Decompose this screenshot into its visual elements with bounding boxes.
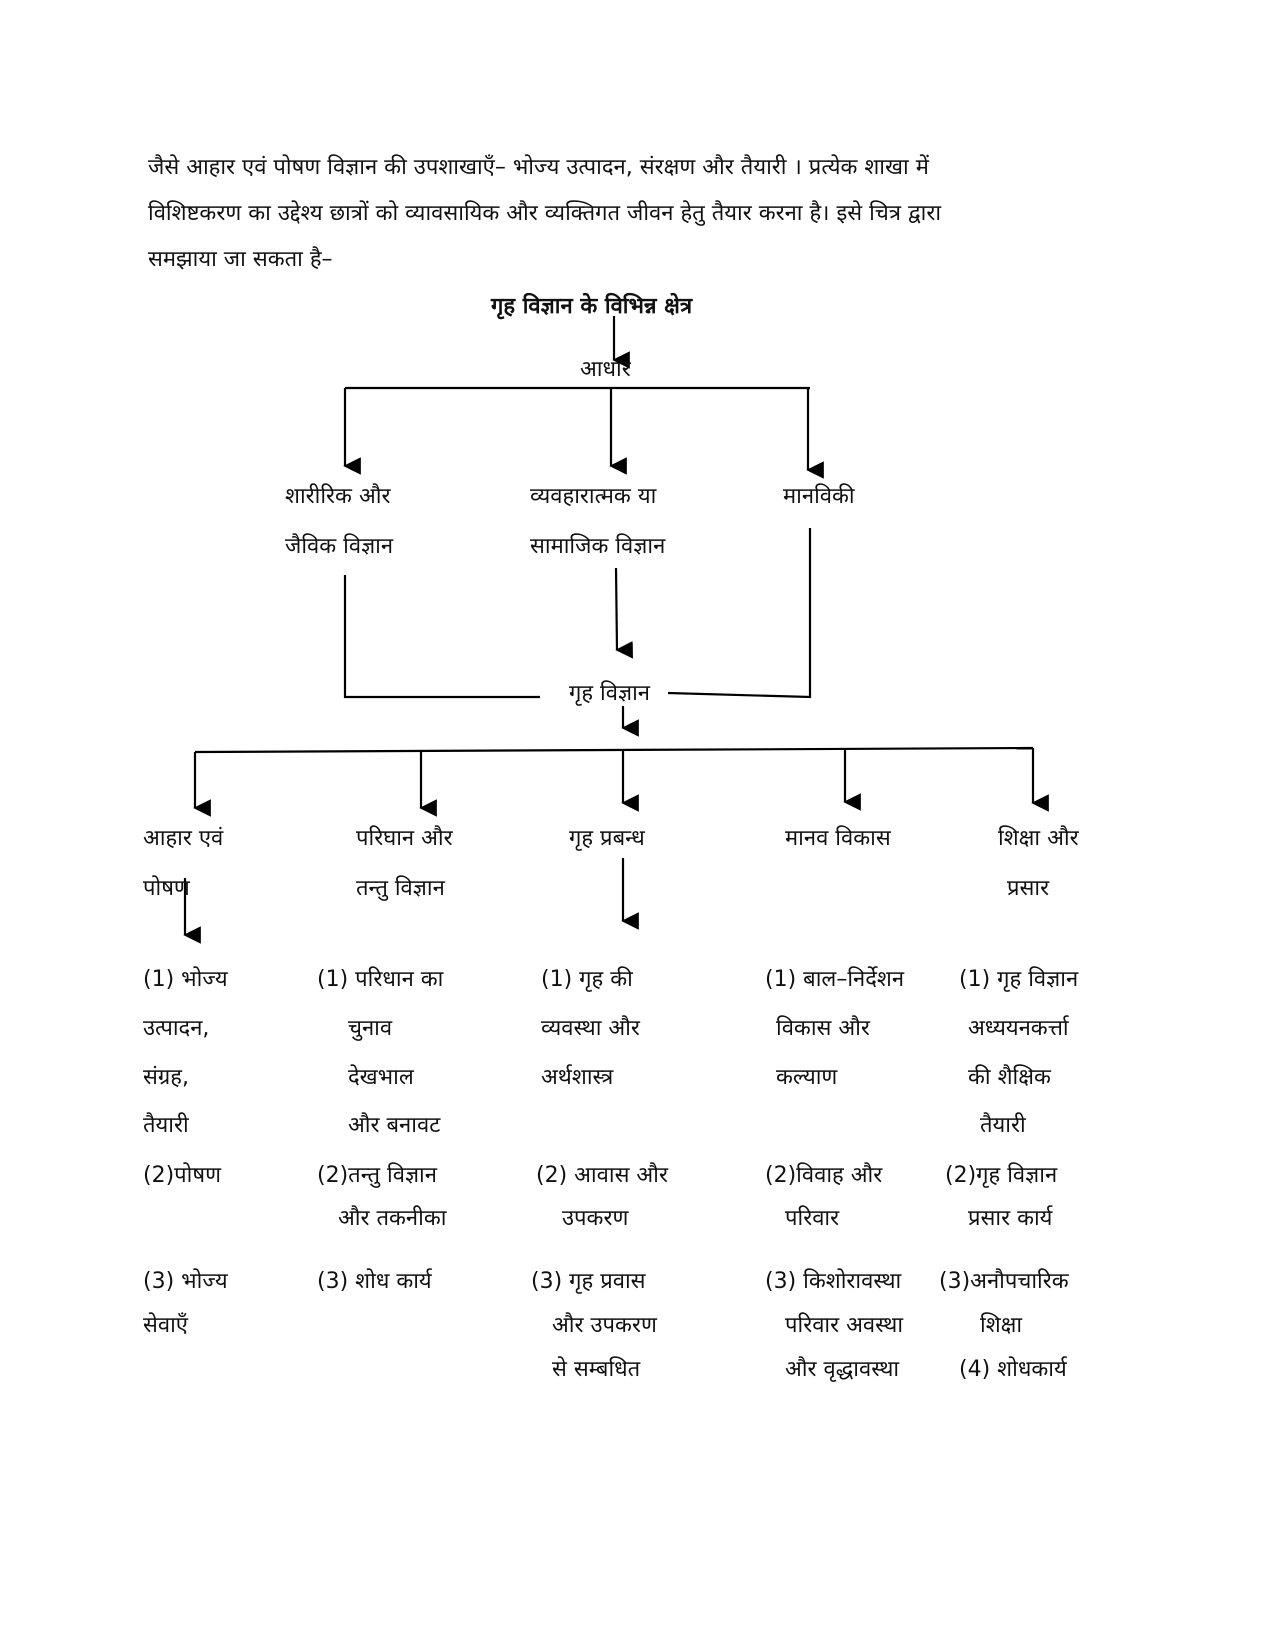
area-3-item-text: उपकरण <box>562 1206 629 1231</box>
area-4-item-text: (3) किशोरावस्था <box>765 1269 902 1294</box>
area-1-item-text: उत्पादन, <box>143 1016 210 1041</box>
area-3-item-text: व्यवस्था और <box>541 1016 640 1041</box>
connector-left-to-center <box>345 575 540 697</box>
area-2-item-text: (2)तन्तु विज्ञान <box>317 1163 437 1188</box>
area-1-item-text: संग्रह, <box>143 1065 189 1090</box>
area-2-head-line2: तन्तु विज्ञान <box>356 876 445 901</box>
area-3-item-text: (1) गृह की <box>541 967 633 992</box>
center-home-science: गृह विज्ञान <box>569 681 651 706</box>
area-3-item-text: और उपकरण <box>552 1313 657 1338</box>
area-3-head: गृह प्रबन्ध <box>569 826 645 851</box>
base-label: आधार <box>580 357 631 382</box>
area-1-item-text: सेवाएँ <box>143 1313 188 1338</box>
area-5-item-text: तैयारी <box>980 1113 1026 1138</box>
area-5-item-text: (2)गृह विज्ञान <box>945 1163 1058 1188</box>
area-2-item-text: और बनावट <box>348 1113 441 1138</box>
area-1-head-line1: आहार एवं <box>143 826 224 851</box>
area-3-item-text: (3) गृह प्रवास <box>531 1269 646 1294</box>
foundation-humanities: मानविकी <box>783 484 855 509</box>
intro-line: जैसे आहार एवं पोषण विज्ञान की उपशाखाएँ– भोज्य उत्पादन, संरक्षण और तैयारी । प्रत्येक शाखा में <box>148 155 929 180</box>
foundation-social-line2: सामाजिक विज्ञान <box>530 534 666 559</box>
area-5-item-text: की शैक्षिक <box>968 1065 1051 1090</box>
area-1-item-text: तैयारी <box>143 1113 189 1138</box>
area-1-item-text: (1) भोज्य <box>143 967 228 992</box>
arrow-middle-to-center <box>616 568 617 650</box>
area-3-item-text: अर्थशास्त्र <box>541 1065 614 1090</box>
area-2-item-text: और तकनीका <box>338 1206 447 1231</box>
area-4-item-text: (2)विवाह और <box>765 1163 883 1188</box>
diagram-title: गृह विज्ञान के विभिन्न क्षेत्र <box>491 294 693 319</box>
area-5-item-text: अध्ययनकर्त्ता <box>968 1016 1069 1041</box>
area-4-item-text: और वृद्धावस्था <box>785 1357 900 1382</box>
intro-line: समझाया जा सकता है– <box>148 247 333 272</box>
area-4-item-text: परिवार <box>785 1206 840 1231</box>
area-4-item-text: विकास और <box>776 1016 870 1041</box>
foundation-physical-line2: जैविक विज्ञान <box>285 534 394 559</box>
areas-bar <box>195 748 1033 752</box>
area-5-head-line2: प्रसार <box>1007 876 1050 901</box>
area-5-item-text: (1) गृह विज्ञान <box>959 967 1079 992</box>
area-4-item-text: (1) बाल–निर्देशन <box>765 967 905 992</box>
area-5-item-text: शिक्षा <box>980 1313 1023 1338</box>
area-4-item-text: कल्याण <box>776 1065 838 1090</box>
area-5-head-line1: शिक्षा और <box>998 826 1079 851</box>
foundation-physical-line1: शारीरिक और <box>285 484 391 509</box>
area-5-item-text: प्रसार कार्य <box>968 1206 1053 1231</box>
area-2-item-text: (1) परिधान का <box>317 967 444 992</box>
area-2-head-line1: परिघान और <box>356 826 453 851</box>
area-4-item-text: परिवार अवस्था <box>785 1313 904 1338</box>
area-4-head: मानव विकास <box>785 826 891 851</box>
area-5-item-text: (4) शोधकार्य <box>959 1357 1067 1382</box>
area-3-item-text: (2) आवास और <box>536 1163 668 1188</box>
area-3-item-text: से सम्बधित <box>552 1357 641 1382</box>
area-2-item-text: चुनाव <box>348 1016 393 1041</box>
area-1-item-text: (3) भोज्य <box>143 1269 228 1294</box>
area-2-item-text: देखभाल <box>348 1065 414 1090</box>
area-1-head-line2: पोषण <box>143 876 190 901</box>
area-1-item-text: (2)पोषण <box>143 1163 221 1188</box>
area-2-item-text: (3) शोध कार्य <box>317 1269 432 1294</box>
intro-line: विशिष्टकरण का उद्देश्य छात्रों को व्यावसायिक और व्यक्तिगत जीवन हेतु तैयार करना है। इसे चित्र द्वारा <box>148 201 942 226</box>
foundation-social-line1: व्यवहारात्मक या <box>530 484 657 509</box>
area-5-item-text: (3)अनौपचारिक <box>939 1269 1069 1294</box>
connector-right-to-center <box>668 528 810 697</box>
